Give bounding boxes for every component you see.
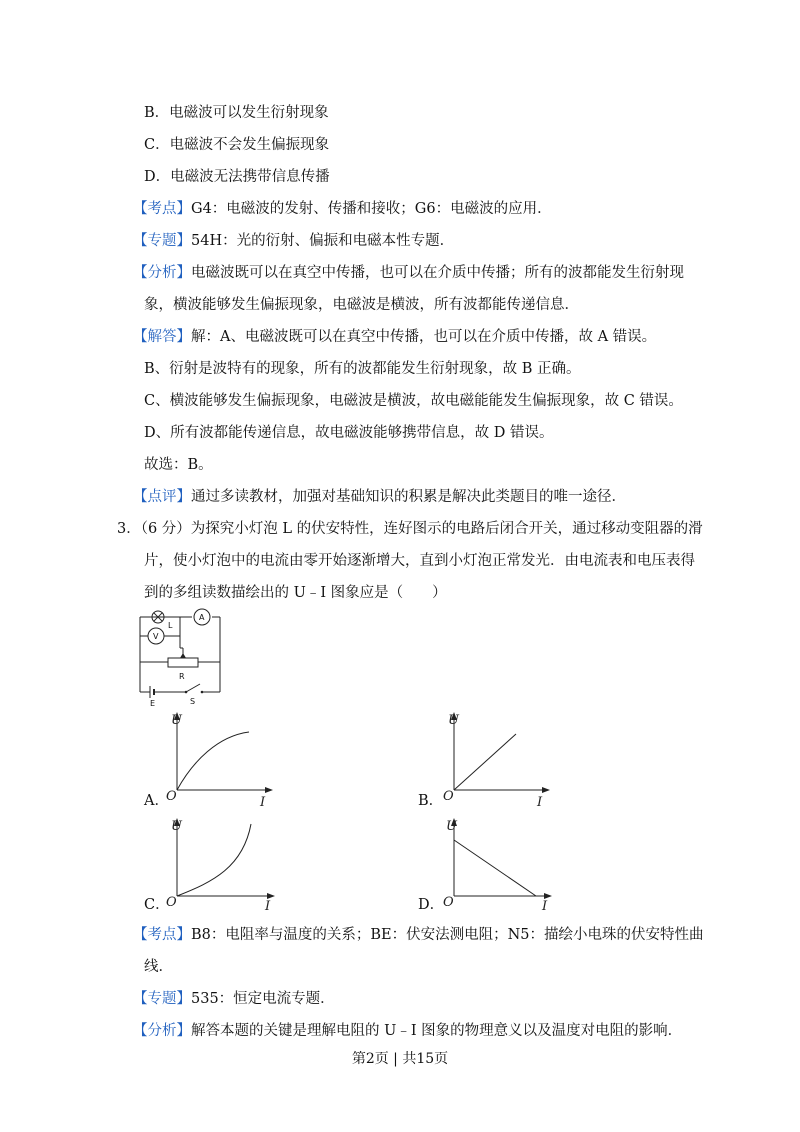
- kaodian-tag: 【考点】: [133, 201, 191, 217]
- label-s: S: [190, 697, 196, 706]
- graph-a: [163, 706, 273, 810]
- q2-jieda-3: C、横波能够发生偏振现象，电磁波是横波，故电磁能能发生偏振现象，故 C 错误。: [144, 393, 683, 409]
- axis-u: U: [171, 713, 182, 728]
- fenxi-text: 解答本题的关键是理解电阻的 U﹣I 图象的物理意义以及温度对电阻的影响．: [191, 1023, 683, 1039]
- axis-i: I: [537, 795, 543, 810]
- label-r: R: [179, 672, 185, 681]
- option-b-label: B．: [418, 793, 444, 809]
- kaodian-text: B8：电阻率与温度的关系；BE：伏安法测电阻；N5：描绘小电珠的伏安特性曲: [191, 927, 704, 943]
- q2-jieda-1: [133, 327, 656, 347]
- q2-fenxi-2: 象，横波能够发生偏振现象，电磁波是横波，所有波都能传递信息．: [144, 297, 579, 313]
- label-v: V: [153, 632, 159, 641]
- zhuanti-tag: 【专题】: [133, 233, 191, 249]
- axis-i: I: [265, 899, 271, 914]
- jieda-tag: 【解答】: [133, 329, 191, 345]
- dianping-tag: 【点评】: [133, 489, 191, 505]
- q2-dianping: [133, 487, 626, 507]
- q2-jieda-5: 故选：B。: [144, 457, 213, 473]
- kaodian-text: G4：电磁波的发射、传播和接收；G6：电磁波的应用．: [191, 201, 552, 217]
- zhuanti-text: 535：恒定电流专题．: [191, 991, 335, 1007]
- axis-o: O: [443, 895, 454, 910]
- q3-kaodian-2: 线．: [144, 959, 173, 975]
- q3-stem-2: 片，使小灯泡中的电流由零开始逐渐增大，直到小灯泡正常发光．由电流表和电压表得: [144, 553, 695, 569]
- axis-i: I: [260, 795, 266, 810]
- q2-jieda-2: B、衍射是波特有的现象，所有的波都能发生衍射现象，故 B 正确。: [144, 361, 581, 377]
- fenxi-tag: 【分析】: [133, 265, 191, 281]
- fenxi-tag: 【分析】: [133, 1023, 191, 1039]
- graph-d: [440, 812, 555, 916]
- axis-u: U: [448, 713, 459, 728]
- zhuanti-text: 54H：光的衍射、偏振和电磁本性专题．: [191, 233, 455, 249]
- fenxi-text: 电磁波既可以在真空中传播，也可以在介质中传播；所有的波都能发生衍射现: [191, 265, 684, 281]
- circuit-diagram: [138, 604, 226, 708]
- kaodian-tag: 【考点】: [133, 927, 191, 943]
- q2-option-b: B．电磁波可以发生衍射现象: [144, 105, 329, 121]
- axis-u: U: [171, 819, 182, 834]
- q2-kaodian: [133, 199, 552, 219]
- dianping-text: 通过多读教材，加强对基础知识的积累是解决此类题目的唯一途径．: [191, 489, 626, 505]
- q3-stem-1: 3．（6 分）为探究小灯泡 L 的伏安特性，连好图示的电路后闭合开关，通过移动变阻器的滑: [117, 521, 703, 537]
- axis-u: U: [446, 819, 457, 834]
- option-a-label: A．: [144, 793, 169, 809]
- label-a: A: [199, 613, 205, 622]
- jieda-text: 解：A、电磁波既可以在真空中传播，也可以在介质中传播，故 A 错误。: [191, 329, 657, 345]
- q2-jieda-4: D、所有波都能传递信息，故电磁波能够携带信息，故 D 错误。: [144, 425, 554, 441]
- q3-zhuanti: [133, 989, 335, 1009]
- axis-o: O: [166, 789, 177, 804]
- q2-option-d: D．电磁波无法携带信息传播: [144, 169, 330, 185]
- q2-zhuanti: [133, 231, 454, 251]
- zhuanti-tag: 【专题】: [133, 991, 191, 1007]
- q3-fenxi: [133, 1021, 682, 1041]
- axis-o: O: [166, 895, 177, 910]
- graph-c: [163, 812, 278, 916]
- graph-b: [440, 706, 550, 810]
- axis-o: O: [443, 789, 454, 804]
- q2-fenxi-1: [133, 263, 684, 283]
- q2-option-c: C．电磁波不会发生偏振现象: [144, 137, 330, 153]
- axis-i: I: [542, 899, 548, 914]
- page-footer: 第2页 | 共15页: [351, 1051, 449, 1067]
- label-l: L: [168, 621, 173, 630]
- q3-kaodian-1: [133, 925, 704, 945]
- option-d-label: D．: [418, 897, 445, 913]
- q3-stem-3: 到的多组读数描绘出的 U﹣I 图象应是（ ）: [144, 585, 447, 601]
- option-c-label: C．: [144, 897, 170, 913]
- label-e: E: [150, 699, 156, 708]
